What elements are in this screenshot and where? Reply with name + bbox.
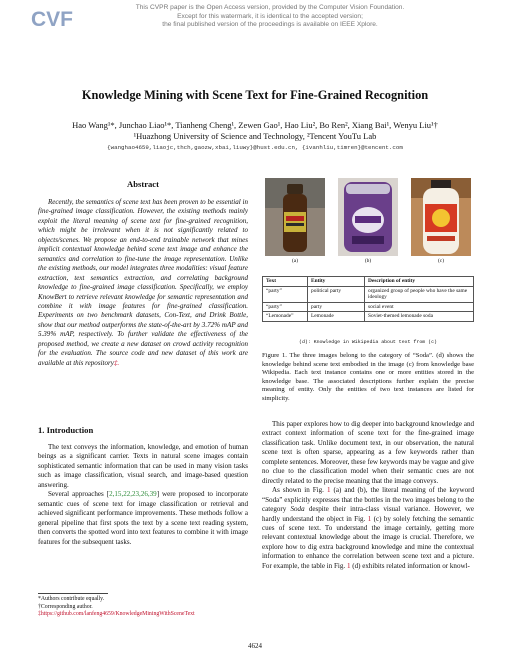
footnote-divider [38,593,108,594]
figure-image-c [411,178,471,256]
right-p2-part: As shown in Fig. [272,486,327,495]
figure-label-a: (a) [292,258,298,264]
author-block [0,120,510,142]
figure-ref-link[interactable]: 1 [346,561,351,570]
abstract-heading: Abstract [127,179,159,189]
soda-italic: Soda [290,505,305,514]
intro-p2-start: Several approaches [ [48,490,110,499]
figure-1-caption: Figure 1. The three images belong to the category of “Soda”. (d) shows the knowledge behind scene text embodied in the image (c) from knowledge base Wikipedia. Each text instance contains one or more entities stored in the knowledge base. The associated descriptions further explain the precise meaning of entity. Only the entities of two text instances are listed for simplicity. [262,352,474,402]
right-p2-part: (d) exhibits related information or knowl- [350,561,470,570]
watermark-line-2: Except for this watermark, it is identical to the accepted version; [177,12,363,20]
right-paragraph-2 [262,486,474,571]
intro-paragraph-1: The text conveys the information, knowledge, and emotion of human beings as a significant carrier. Texts in natural scene images contain sophisticated semantic information that can be used in many vision tasks such as image classification, visual search, and image-based question answering. [38,443,248,489]
cvf-logo [30,6,82,30]
right-p2-part: (a) and (b), the literal meaning of the keyword “Soda” explicitly expresses that the bottles in the two images belong to the category [262,486,474,514]
table-cell: “party” [263,302,308,312]
watermark-line-1: This CVPR paper is the Open Access version, provided by the Computer Vision Foundation. [135,4,405,11]
figure-label-b: (b) [364,258,372,264]
figure-image-b [338,178,398,256]
footnote-repository-link[interactable]: ‡https://github.com/lanfeng4659/KnowledgeMiningWithSceneText [38,611,195,618]
knowledge-table [262,276,474,322]
introduction-body [38,443,248,547]
table-cell: party [308,302,365,312]
figure-image-a [265,178,325,256]
table-cell: “party” [263,286,308,302]
introduction-heading: 1. Introduction [38,425,94,435]
page-number: 4624 [248,642,262,650]
footnotes [38,596,258,619]
figure-1-images [265,178,471,264]
abstract-footnote-link[interactable]: ‡. [113,358,120,367]
table-row [263,302,474,312]
table-cell: social event [365,302,474,312]
table-row [263,286,474,302]
table-caption: (d): Knowledge in Wikipedia about text from (c) [299,340,437,345]
watermark [120,4,420,30]
cvf-logo-text: CVF [31,8,73,30]
table-cell: Soviet-themed lemonade soda [365,312,474,322]
table-header-description: Description of entity [365,277,474,287]
figure-label-c: (c) [438,258,444,264]
author-emails: {wanghao4659,liaojc,thch,gaozw,xbai,liuwy}@hust.edu.cn, {ivanhliu,timren}@tencent.com [107,144,403,151]
abstract-body [38,198,248,368]
footnote-equal-contribution: *Authors contribute equally. [38,596,105,602]
table-cell: Lemonade [308,312,365,322]
table-cell: organized group of people who have the same ideology [365,286,474,302]
citation-links[interactable]: 2,15,22,23,26,39 [109,490,157,499]
right-p2-part: despite their intra-class visual variance. However, we hardly understand the object in Fig. [262,505,474,523]
watermark-line-3: the final published version of the proceedings is available on IEEE Xplore. [162,21,378,29]
table-header-row [263,277,474,287]
right-paragraph-1: This paper explores how to dig deeper into background knowledge and extract context information of scene text for the fine-grained image classification task. Unlike document text, in our observation, the natural scene text is often sparse, appearing as a few keywords rather than complete sentences. Moreover, these few keywords may be vague and give no clue to the classification model when their semantic cues are not directly related to the precise meaning that the image conveys. [262,420,474,485]
paper-title: Knowledge Mining with Scene Text for Fine-Grained Recognition [81,88,429,102]
right-p2-part: (c) by solely fetching the semantic cues of scene text. To understand the image certainly, getting more relevant contextual knowledge about the image is crucial. Therefore, we explore how to dig extra background knowledge and mine the contextual information to enhance the correlation between scene text and a picture. For example, the table in Fig. [262,514,475,570]
abstract-text: Recently, the semantics of scene text has been proven to be essential in fine-grained image classification. However, the existing methods mainly exploit the literal meaning of scene text for fine-grained recognition, which might be irrelevant when it is not significantly related to objects/scenes. We propose an end-to-end trainable network that mines implicit contextual knowledge behind scene text image and enhance the semantics and correlation to fine-tune the image representation. Unlike the existing methods, our model integrates three modalities: visual feature extraction, text semantics extraction, and correlating background knowledge to fine-grained image classification. Specifically, we employ KnowBert to retrieve relevant knowledge for semantic representation and combine it with image features for fine-grained classification. Experiments on two benchmark datasets, Con-Text, and Drink Bottle, show that our method outperforms the state-of-the-art by 3.72% mAP and 5.39% mAP, respectively. To further validate the effectiveness of the proposed method, we create a new dataset on crowd activity recognition for the evaluation. The source code and new dataset of this work are available at this repository [38,198,248,367]
author-names: Hao Wang¹*, Junchao Liao¹*, Tianheng Cheng¹, Zewen Gao¹, Hao Liu², Bo Ren², Xiang Bai¹, Wenyu Liu¹† [72,120,438,130]
table-row [263,312,474,322]
table-header-entity: Entity [308,277,365,287]
figure-ref-link[interactable]: 1 [367,514,372,523]
figure-ref-link[interactable]: 1 [326,486,331,495]
table-header-text: Text [263,277,308,287]
table-cell: political party [308,286,365,302]
intro-paragraph-2 [38,490,248,547]
intro-p2-end: ] were proposed to incorporate semantic cues of scene text for image classification or retrieval and achieved significant performance improvements. These methods follow a general pipeline that first spots the text by a scene text reading system, then converts the spotted word into text features to combine it with image features for the subsequent tasks. [38,490,248,546]
right-column-body [262,420,474,571]
table-cell: “Lemonade” [263,312,308,322]
footnote-corresponding-author: †Corresponding author. [38,603,93,610]
author-affiliations: ¹Huazhong University of Science and Technology, ²Tencent YouTu Lab [133,131,377,141]
